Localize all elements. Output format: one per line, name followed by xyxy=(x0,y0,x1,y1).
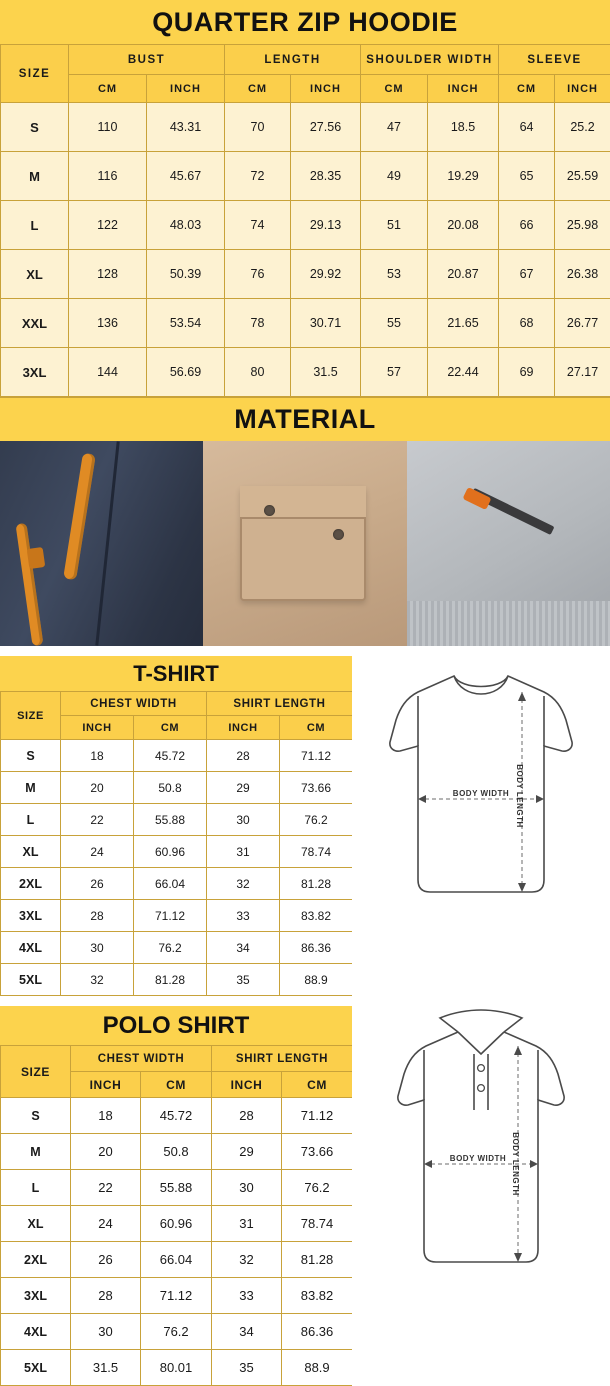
hoodie-size-m: M xyxy=(1,152,69,201)
tshirt-cell: 28 xyxy=(61,900,134,932)
hoodie-cell: 51 xyxy=(361,201,428,250)
tshirt-cell: 71.12 xyxy=(134,900,207,932)
tshirt-cell: 86.36 xyxy=(280,932,353,964)
polo-cell: 83.82 xyxy=(282,1278,353,1314)
hoodie-cell: 27.56 xyxy=(291,103,361,152)
polo-cell: 66.04 xyxy=(141,1242,212,1278)
hoodie-cell: 20.08 xyxy=(428,201,499,250)
hoodie-cell: 20.87 xyxy=(428,250,499,299)
hoodie-size-3xl: 3XL xyxy=(1,348,69,397)
polo-cell: 26 xyxy=(71,1242,141,1278)
table-row xyxy=(1,1314,353,1350)
polo-size-m: M xyxy=(1,1134,71,1170)
polo-header-size: SIZE xyxy=(1,1046,71,1098)
tshirt-header-row-groups xyxy=(1,692,353,716)
hoodie-cell: 29.92 xyxy=(291,250,361,299)
hoodie-unit-sleeve-inch: INCH xyxy=(555,75,610,103)
grey-zipper-pull-photo xyxy=(407,441,610,646)
polo-size-xl: XL xyxy=(1,1206,71,1242)
hoodie-cell: 70 xyxy=(225,103,291,152)
tshirt-unit-chest-cm: CM xyxy=(134,716,207,740)
table-row xyxy=(1,103,610,152)
table-row xyxy=(1,1134,353,1170)
hoodie-cell: 43.31 xyxy=(147,103,225,152)
hoodie-cell: 64 xyxy=(499,103,555,152)
hoodie-cell: 49 xyxy=(361,152,428,201)
polo-body-length-label: BODY LENGTH xyxy=(511,1132,520,1196)
tshirt-cell: 55.88 xyxy=(134,804,207,836)
hoodie-cell: 66 xyxy=(499,201,555,250)
tshirt-cell: 66.04 xyxy=(134,868,207,900)
polo-outline-icon xyxy=(366,1006,596,1276)
hoodie-cell: 57 xyxy=(361,348,428,397)
polo-cell: 28 xyxy=(71,1278,141,1314)
tshirt-size-s: S xyxy=(1,740,61,772)
tshirt-body-length-label: BODY LENGTH xyxy=(515,764,524,828)
polo-size-3xl: 3XL xyxy=(1,1278,71,1314)
polo-size-5xl: 5XL xyxy=(1,1350,71,1386)
polo-cell: 45.72 xyxy=(141,1098,212,1134)
tshirt-size-table xyxy=(0,691,353,996)
polo-unit-length-inch: INCH xyxy=(212,1072,282,1098)
tshirt-cell: 28 xyxy=(207,740,280,772)
tshirt-body-width-label: BODY WIDTH xyxy=(453,789,509,798)
hoodie-cell: 76 xyxy=(225,250,291,299)
table-row xyxy=(1,250,610,299)
polo-size-table xyxy=(0,1045,353,1386)
hoodie-cell: 50.39 xyxy=(147,250,225,299)
tshirt-diagram-area xyxy=(352,656,610,996)
hoodie-cell: 56.69 xyxy=(147,348,225,397)
tshirt-size-2xl: 2XL xyxy=(1,868,61,900)
tshirt-cell: 34 xyxy=(207,932,280,964)
polo-unit-chest-inch: INCH xyxy=(71,1072,141,1098)
tshirt-cell: 35 xyxy=(207,964,280,996)
tshirt-section xyxy=(0,656,610,996)
table-row xyxy=(1,1242,353,1278)
tshirt-cell: 22 xyxy=(61,804,134,836)
hoodie-size-xl: XL xyxy=(1,250,69,299)
hoodie-size-s: S xyxy=(1,103,69,152)
tshirt-cell: 45.72 xyxy=(134,740,207,772)
tshirt-size-5xl: 5XL xyxy=(1,964,61,996)
table-row xyxy=(1,1350,353,1386)
table-row xyxy=(1,964,353,996)
hoodie-cell: 30.71 xyxy=(291,299,361,348)
hoodie-unit-bust-inch: INCH xyxy=(147,75,225,103)
hoodie-cell: 26.77 xyxy=(555,299,610,348)
hoodie-unit-shoulder-inch: INCH xyxy=(428,75,499,103)
table-row xyxy=(1,1278,353,1314)
polo-unit-length-cm: CM xyxy=(282,1072,353,1098)
hoodie-cell: 18.5 xyxy=(428,103,499,152)
hoodie-cell: 27.17 xyxy=(555,348,610,397)
hoodie-cell: 65 xyxy=(499,152,555,201)
hoodie-header-length: LENGTH xyxy=(225,45,361,75)
hoodie-cell: 144 xyxy=(69,348,147,397)
tshirt-cell: 76.2 xyxy=(280,804,353,836)
tshirt-size-m: M xyxy=(1,772,61,804)
polo-cell: 50.8 xyxy=(141,1134,212,1170)
hoodie-cell: 19.29 xyxy=(428,152,499,201)
polo-cell: 86.36 xyxy=(282,1314,353,1350)
hoodie-size-table xyxy=(0,44,610,397)
hoodie-header-shoulder-width: SHOULDER WIDTH xyxy=(361,45,499,75)
polo-cell: 34 xyxy=(212,1314,282,1350)
tshirt-cell: 33 xyxy=(207,900,280,932)
hoodie-cell: 31.5 xyxy=(291,348,361,397)
hoodie-unit-length-cm: CM xyxy=(225,75,291,103)
polo-cell: 55.88 xyxy=(141,1170,212,1206)
tshirt-cell: 20 xyxy=(61,772,134,804)
polo-table-area xyxy=(0,1006,352,1386)
polo-cell: 80.01 xyxy=(141,1350,212,1386)
polo-cell: 76.2 xyxy=(282,1170,353,1206)
hoodie-cell: 28.35 xyxy=(291,152,361,201)
polo-cell: 60.96 xyxy=(141,1206,212,1242)
tshirt-cell: 30 xyxy=(207,804,280,836)
polo-cell: 76.2 xyxy=(141,1314,212,1350)
polo-cell: 78.74 xyxy=(282,1206,353,1242)
hoodie-cell: 25.2 xyxy=(555,103,610,152)
material-section-title: MATERIAL xyxy=(0,397,610,441)
tshirt-cell: 83.82 xyxy=(280,900,353,932)
polo-cell: 28 xyxy=(212,1098,282,1134)
hoodie-unit-length-inch: INCH xyxy=(291,75,361,103)
hoodie-cell: 136 xyxy=(69,299,147,348)
tshirt-cell: 29 xyxy=(207,772,280,804)
hoodie-section-title: QUARTER ZIP HOODIE xyxy=(0,0,610,44)
hoodie-cell: 116 xyxy=(69,152,147,201)
polo-cell: 30 xyxy=(71,1314,141,1350)
polo-body-width-label: BODY WIDTH xyxy=(450,1154,506,1163)
tshirt-header-size: SIZE xyxy=(1,692,61,740)
polo-cell: 31 xyxy=(212,1206,282,1242)
tshirt-outline-icon xyxy=(366,656,596,916)
hoodie-cell: 78 xyxy=(225,299,291,348)
hoodie-cell: 72 xyxy=(225,152,291,201)
section-spacer xyxy=(0,646,610,656)
table-row xyxy=(1,932,353,964)
polo-section xyxy=(0,1006,610,1386)
polo-illustration xyxy=(352,1006,610,1386)
table-row xyxy=(1,1098,353,1134)
tshirt-cell: 60.96 xyxy=(134,836,207,868)
table-row xyxy=(1,836,353,868)
tshirt-section-title: T-SHIRT xyxy=(0,656,352,691)
polo-cell: 33 xyxy=(212,1278,282,1314)
tshirt-header-shirt-length: SHIRT LENGTH xyxy=(207,692,353,716)
table-row xyxy=(1,201,610,250)
tshirt-cell: 24 xyxy=(61,836,134,868)
tshirt-size-4xl: 4XL xyxy=(1,932,61,964)
tshirt-illustration xyxy=(352,656,610,996)
table-row xyxy=(1,772,353,804)
polo-size-4xl: 4XL xyxy=(1,1314,71,1350)
tshirt-cell: 88.9 xyxy=(280,964,353,996)
hoodie-cell: 22.44 xyxy=(428,348,499,397)
hoodie-unit-bust-cm: CM xyxy=(69,75,147,103)
hoodie-header-bust: BUST xyxy=(69,45,225,75)
tshirt-cell: 18 xyxy=(61,740,134,772)
polo-cell: 18 xyxy=(71,1098,141,1134)
tshirt-cell: 31 xyxy=(207,836,280,868)
tshirt-cell: 30 xyxy=(61,932,134,964)
tshirt-cell: 32 xyxy=(61,964,134,996)
tshirt-cell: 32 xyxy=(207,868,280,900)
polo-cell: 31.5 xyxy=(71,1350,141,1386)
hoodie-cell: 21.65 xyxy=(428,299,499,348)
polo-cell: 20 xyxy=(71,1134,141,1170)
polo-header-shirt-length: SHIRT LENGTH xyxy=(212,1046,353,1072)
polo-cell: 88.9 xyxy=(282,1350,353,1386)
polo-diagram-area xyxy=(352,1006,610,1386)
polo-header-row-groups xyxy=(1,1046,353,1072)
table-row xyxy=(1,152,610,201)
hoodie-header-size: SIZE xyxy=(1,45,69,103)
polo-section-title: POLO SHIRT xyxy=(0,1006,352,1045)
polo-unit-chest-cm: CM xyxy=(141,1072,212,1098)
polo-cell: 35 xyxy=(212,1350,282,1386)
table-row xyxy=(1,804,353,836)
drawstring-tip xyxy=(27,547,46,569)
hoodie-cell: 53.54 xyxy=(147,299,225,348)
material-photo-row xyxy=(0,441,610,646)
tshirt-table-area xyxy=(0,656,352,996)
hoodie-cell: 68 xyxy=(499,299,555,348)
tshirt-cell: 73.66 xyxy=(280,772,353,804)
hoodie-header-row-groups xyxy=(1,45,610,75)
tan-sleeve-pocket-photo xyxy=(203,441,406,646)
hoodie-cell: 74 xyxy=(225,201,291,250)
tshirt-cell: 78.74 xyxy=(280,836,353,868)
hoodie-size-xxl: XXL xyxy=(1,299,69,348)
hoodie-cell: 45.67 xyxy=(147,152,225,201)
tshirt-unit-length-cm: CM xyxy=(280,716,353,740)
table-row xyxy=(1,348,610,397)
polo-size-l: L xyxy=(1,1170,71,1206)
tshirt-cell: 50.8 xyxy=(134,772,207,804)
hoodie-cell: 55 xyxy=(361,299,428,348)
tshirt-cell: 71.12 xyxy=(280,740,353,772)
hoodie-cell: 25.59 xyxy=(555,152,610,201)
polo-size-s: S xyxy=(1,1098,71,1134)
table-row xyxy=(1,740,353,772)
hoodie-cell: 69 xyxy=(499,348,555,397)
hoodie-unit-shoulder-cm: CM xyxy=(361,75,428,103)
hoodie-unit-sleeve-cm: CM xyxy=(499,75,555,103)
tshirt-cell: 81.28 xyxy=(280,868,353,900)
tshirt-size-xl: XL xyxy=(1,836,61,868)
hoodie-cell: 53 xyxy=(361,250,428,299)
hoodie-size-l: L xyxy=(1,201,69,250)
polo-cell: 24 xyxy=(71,1206,141,1242)
table-row xyxy=(1,1206,353,1242)
hoodie-header-row-units xyxy=(1,75,610,103)
tshirt-size-3xl: 3XL xyxy=(1,900,61,932)
section-spacer xyxy=(0,996,610,1006)
hoodie-cell: 47 xyxy=(361,103,428,152)
table-row xyxy=(1,868,353,900)
polo-size-2xl: 2XL xyxy=(1,1242,71,1278)
hoodie-cell: 122 xyxy=(69,201,147,250)
pocket-flap xyxy=(240,486,366,519)
polo-cell: 29 xyxy=(212,1134,282,1170)
polo-cell: 30 xyxy=(212,1170,282,1206)
table-row xyxy=(1,900,353,932)
rib-hem xyxy=(407,601,610,646)
hoodie-cell: 26.38 xyxy=(555,250,610,299)
hoodie-cell: 25.98 xyxy=(555,201,610,250)
polo-cell: 32 xyxy=(212,1242,282,1278)
polo-cell: 71.12 xyxy=(282,1098,353,1134)
tshirt-unit-length-inch: INCH xyxy=(207,716,280,740)
navy-hoodie-drawstring-photo xyxy=(0,441,203,646)
tshirt-cell: 76.2 xyxy=(134,932,207,964)
tshirt-size-l: L xyxy=(1,804,61,836)
table-row xyxy=(1,299,610,348)
hoodie-cell: 67 xyxy=(499,250,555,299)
hoodie-cell: 29.13 xyxy=(291,201,361,250)
polo-cell: 81.28 xyxy=(282,1242,353,1278)
snap-button-icon xyxy=(264,505,275,516)
hoodie-cell: 128 xyxy=(69,250,147,299)
polo-header-chest-width: CHEST WIDTH xyxy=(71,1046,212,1072)
hoodie-header-sleeve: SLEEVE xyxy=(499,45,610,75)
hoodie-cell: 110 xyxy=(69,103,147,152)
tshirt-unit-chest-inch: INCH xyxy=(61,716,134,740)
tshirt-header-chest-width: CHEST WIDTH xyxy=(61,692,207,716)
tshirt-cell: 81.28 xyxy=(134,964,207,996)
polo-cell: 22 xyxy=(71,1170,141,1206)
polo-cell: 71.12 xyxy=(141,1278,212,1314)
hoodie-cell: 48.03 xyxy=(147,201,225,250)
tshirt-cell: 26 xyxy=(61,868,134,900)
polo-cell: 73.66 xyxy=(282,1134,353,1170)
hoodie-cell: 80 xyxy=(225,348,291,397)
table-row xyxy=(1,1170,353,1206)
